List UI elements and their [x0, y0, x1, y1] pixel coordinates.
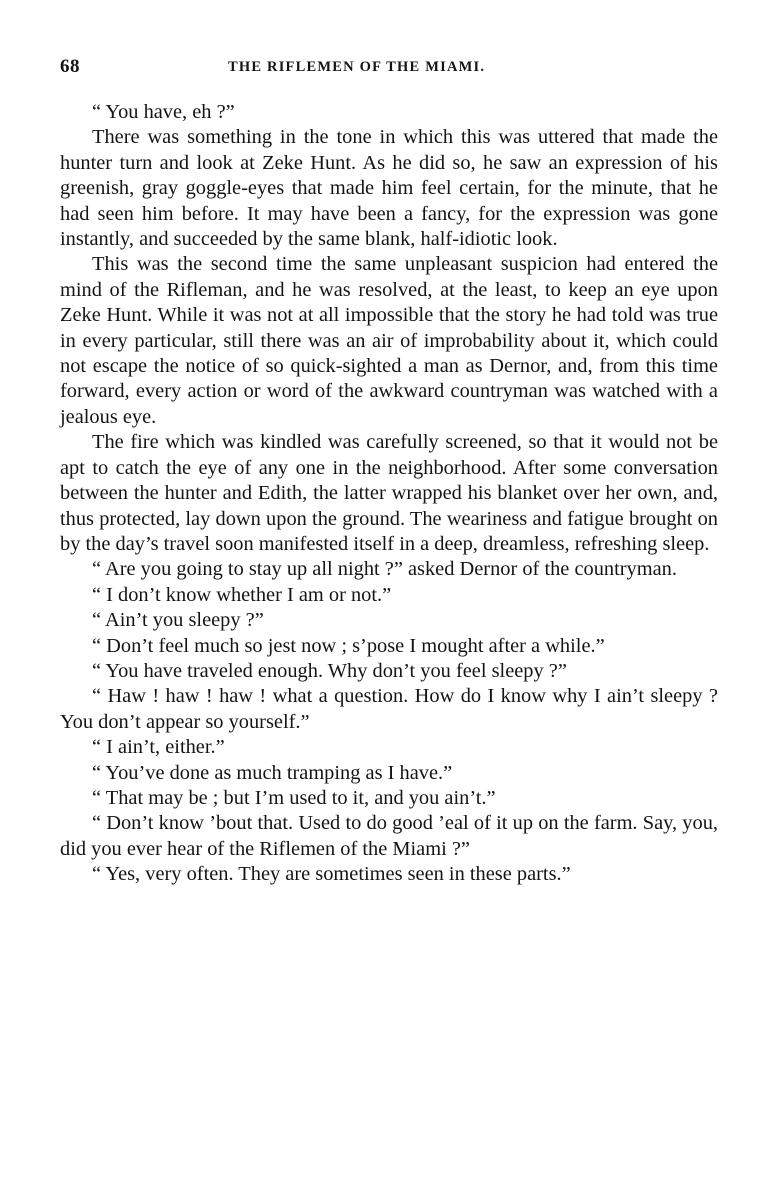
page-header: [60, 56, 718, 86]
paragraph: There was something in the tone in which this was uttered that made the hunter turn and look at Zeke Hunt. As he did so, he saw an expression of his greenish, gray goggle-eyes that made him feel certain, for the minute, that he had seen him before. It may have been a fancy, for the expression was gone instantly, and succeeded by the same blank, half-idiotic look.: [60, 126, 718, 251]
paragraph: This was the second time the same unpleasant suspicion had entered the mind of the Rifleman, and he was resolved, at the least, to keep an eye upon Zeke Hunt. While it was not at all impossible that the story he had told was true in every particular, still there was an air of improbability about it, which could not escape the notice of so quick-sighted a man as Dernor, and, from this time forward, every action or word of the awkward countryman was watched with a jealous eye.: [60, 253, 718, 428]
running-head: THE RIFLEMEN OF THE MIAMI.: [228, 59, 486, 75]
paragraph: “ That may be ; but I’m used to it, and you ain’t.”: [92, 786, 496, 809]
paragraph: “ Don’t know ’bout that. Used to do good ’eal of it up on the farm. Say, you, did you ever hear of the Riflemen of the Miami ?”: [60, 812, 718, 860]
paragraph: “ Don’t feel much so jest now ; s’pose I mought after a while.”: [92, 634, 605, 657]
page-number: 68: [60, 56, 80, 77]
paragraph: “ You have, eh ?”: [92, 101, 235, 123]
paragraph: “ I don’t know whether I am or not.”: [92, 583, 392, 606]
paragraph: “ Are you going to stay up all night ?” asked Dernor of the countryman.: [92, 558, 677, 581]
paragraph: “ Ain’t you sleepy ?”: [92, 609, 264, 632]
paragraph: “ You’ve done as much tramping as I have.”: [92, 761, 453, 784]
paragraph: “ I ain’t, either.”: [92, 736, 225, 759]
body-text: [60, 100, 718, 888]
paragraph: The fire which was kindled was carefully screened, so that it would not be apt to catch the eye of any one in the neighborhood. After some conversation between the hunter and Edith, the latter wrapped his blanket over her own, and, thus protected, lay down upon the ground. The weariness and fatigue brought on by the day’s travel soon manifested itself in a deep, dreamless, refreshing sleep.: [60, 431, 718, 555]
paragraph: “ Yes, very often. They are sometimes seen in these parts.”: [92, 863, 571, 886]
paragraph: “ Haw ! haw ! haw ! what a question. How do I know why I ain’t sleepy ? You don’t appear so yourself.”: [60, 685, 718, 733]
book-page: [60, 56, 718, 888]
paragraph: “ You have traveled enough. Why don’t you feel sleepy ?”: [92, 659, 567, 682]
